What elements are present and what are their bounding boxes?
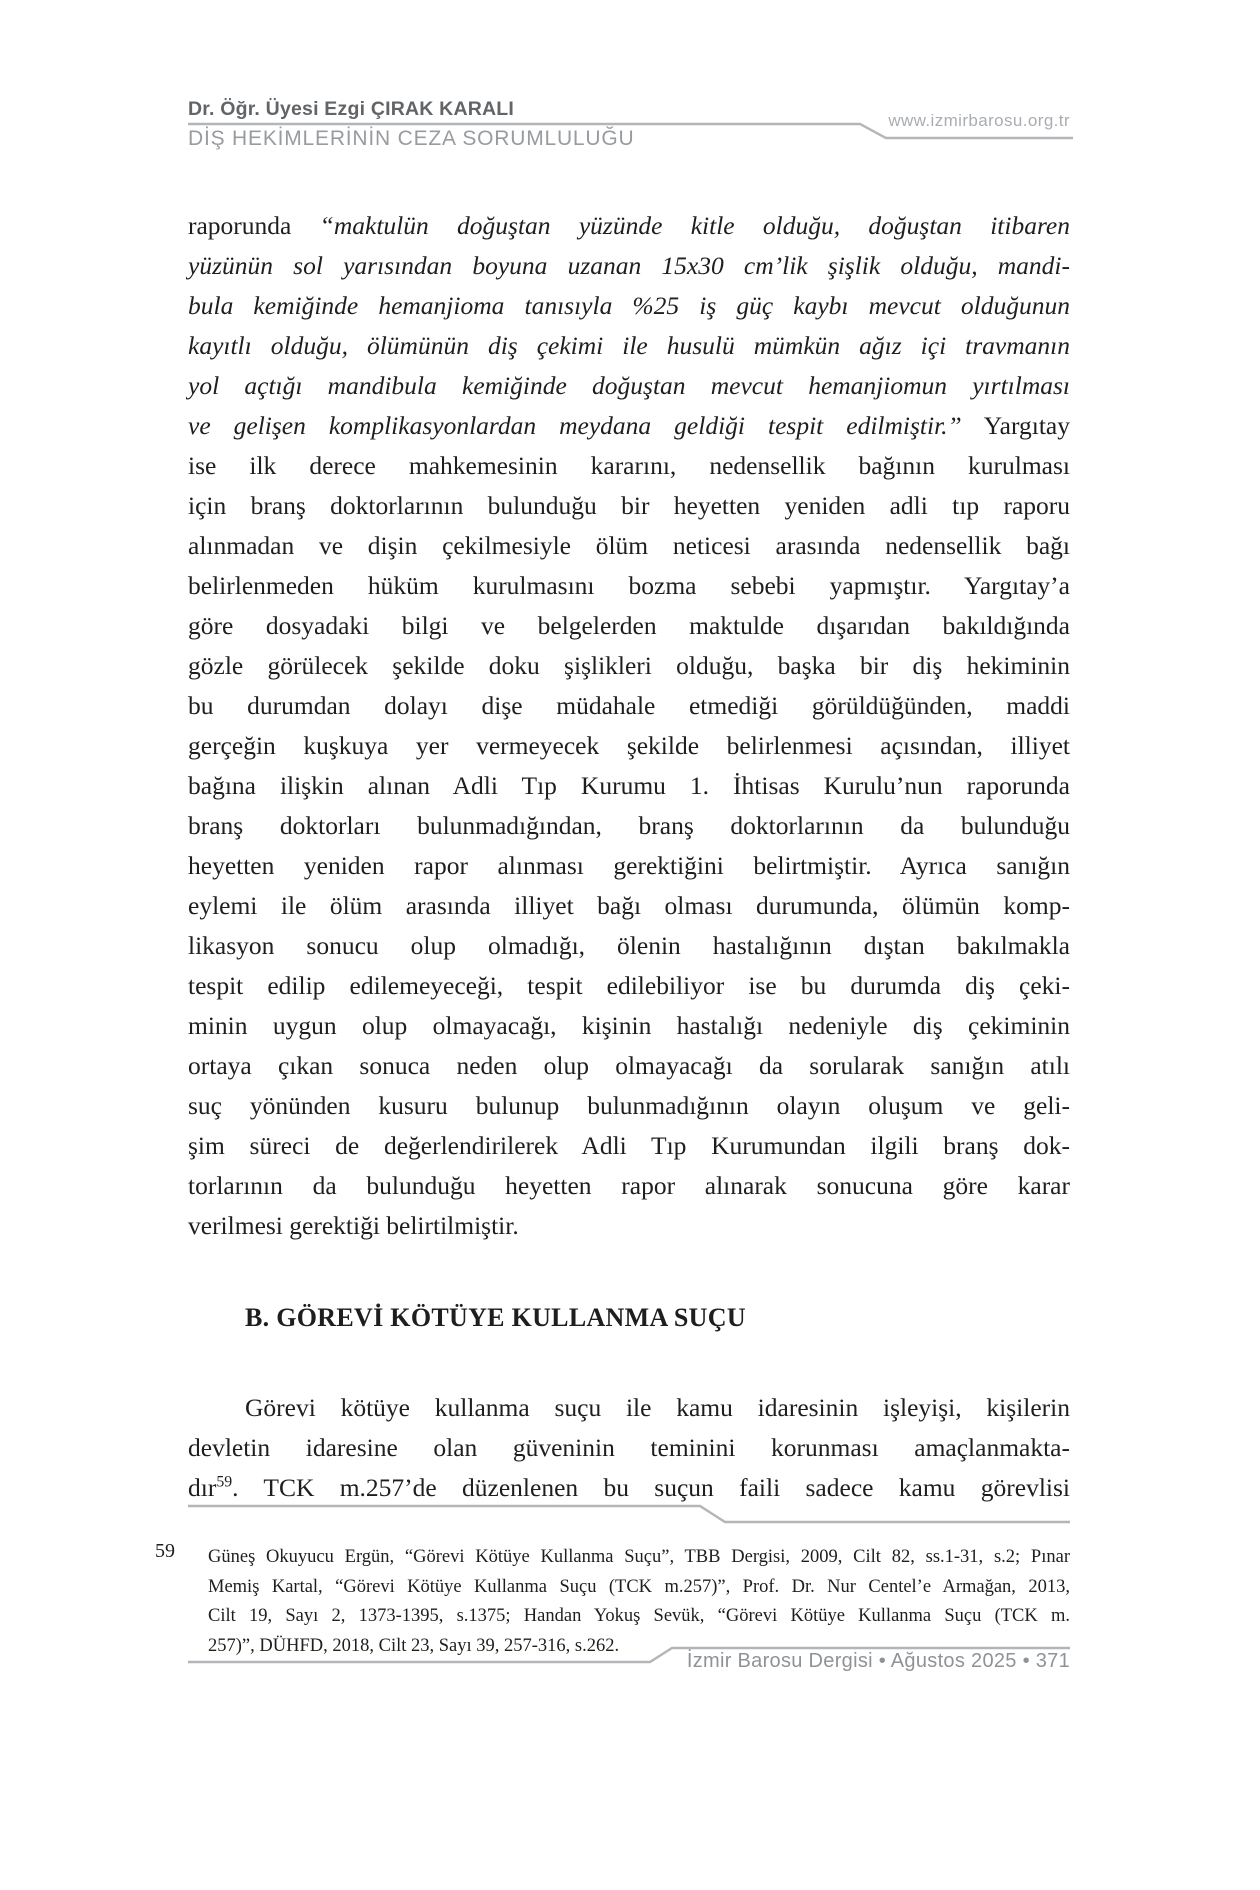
text-line: alınmadan ve dişin çekilmesiyle ölüm neticesi arasında nedensellik bağı — [188, 531, 1070, 560]
text-line: heyetten yeniden rapor alınması gerektiğini belirtmiştir. Ayrıca sanığın — [188, 851, 1070, 880]
footnote-separator — [188, 1502, 1070, 1528]
text-line: 257)”, DÜHFD, 2018, Cilt 23, Sayı 39, 257-316, s.262. — [208, 1635, 620, 1656]
paragraph-2 — [188, 1388, 1070, 1508]
text-line: ise ilk derece mahkemesinin kararını, nedensellik bağının kurulması — [188, 451, 1070, 480]
text-line: dır$^{59}$. TCK m.257’de düzenlenen bu suçun faili sadece kamu görevlisi — [188, 1473, 1070, 1502]
footnote-marker: 59 — [155, 1540, 175, 1562]
text-line: eylemi ile ölüm arasında illiyet bağı olması durumunda, ölümün komp- — [188, 891, 1070, 920]
text-line: Güneş Okuyucu Ergün, “Görevi Kötüye Kullanma Suçu”, TBB Dergisi, 2009, Cilt 82, ss.1-31, s.2; Pınar — [208, 1547, 1070, 1567]
text-line: minin uygun olup olmayacağı, kişinin hastalığı nedeniyle diş çekiminin — [188, 1011, 1070, 1040]
text-line: bağına ilişkin alınan Adli Tıp Kurumu 1. İhtisas Kurulu’nun raporunda — [188, 771, 1070, 800]
website-url: www.izmirbarosu.org.tr — [888, 111, 1070, 130]
text-line: kayıtlı olduğu, ölümünün diş çekimi ile husulü mümkün ağız içi travmanın — [188, 331, 1070, 360]
text-line: Cilt 19, Sayı 2, 1373-1395, s.1375; Handan Yokuş Sevük, “Görevi Kötüye Kullanma Suçu (TCK m. — [208, 1606, 1070, 1626]
footer-journal-line: İzmir Barosu Dergisi • Ağustos 2025 • 371 — [686, 1650, 1070, 1672]
text-line: raporunda “maktulün doğuştan yüzünde kitle olduğu, doğuştan itibaren — [188, 211, 1071, 240]
text-line: branş doktorları bulunmadığından, branş doktorlarının da bulunduğu — [188, 811, 1070, 840]
text-line: bula kemiğinde hemanjioma tanısıyla %25 iş güç kaybı mevcut olduğunun — [188, 291, 1070, 320]
text-line: suç yönünden kusuru bulunup bulunmadığının olayın oluşum ve geli- — [188, 1091, 1070, 1120]
text-line: yüzünün sol yarısından boyuna uzanan 15x30 cm’lik şişlik olduğu, mandi- — [188, 251, 1070, 280]
header-author: Dr. Öğr. Üyesi Ezgi ÇIRAK KARALI — [188, 98, 515, 120]
text-line: bu durumdan dolayı dişe müdahale etmediği görüldüğünden, maddi — [188, 691, 1070, 720]
text-line: ve gelişen komplikasyonlardan meydana geldiği tespit edilmiştir.” Yargıtay — [188, 411, 1070, 440]
text-line: tespit edilip edilemeyeceği, tespit edilebiliyor ise bu durumda diş çeki- — [188, 971, 1070, 1000]
text-line: Görevi kötüye kullanma suçu ile kamu idaresinin işleyişi, kişilerin — [245, 1393, 1070, 1422]
header-subtitle: DİŞ HEKİMLERİNİN CEZA SORUMLULUĞU — [188, 127, 635, 150]
text-line: ortaya çıkan sonuca neden olup olmayacağı da sorularak sanığın atılı — [188, 1051, 1070, 1080]
text-line: belirlenmeden hüküm kurulmasını bozma sebebi yapmıştır. Yargıtay’a — [188, 571, 1070, 600]
text-line: için branş doktorlarının bulunduğu bir heyetten yeniden adli tıp raporu — [188, 491, 1070, 520]
text-line: gözle görülecek şekilde doku şişlikleri olduğu, başka bir diş hekiminin — [188, 651, 1070, 680]
text-line: likasyon sonucu olup olmadığı, ölenin hastalığının dıştan bakılmakla — [188, 931, 1070, 960]
text-line: torlarının da bulunduğu heyetten rapor alınarak sonucuna göre karar — [188, 1171, 1070, 1200]
text-line: devletin idaresine olan güveninin teminini korunması amaçlanmakta- — [188, 1433, 1070, 1462]
text-line: verilmesi gerektiği belirtilmiştir. — [188, 1211, 519, 1240]
section-heading: B. GÖREVİ KÖTÜYE KULLANMA SUÇU — [245, 1303, 746, 1332]
text-line: göre dosyadaki bilgi ve belgelerden maktulde dışarıdan bakıldığında — [188, 611, 1070, 640]
text-line: Memiş Kartal, “Görevi Kötüye Kullanma Suçu (TCK m.257)”, Prof. Dr. Nur Centel’e Armağan, 2013, — [208, 1576, 1070, 1597]
text-line: şim süreci de değerlendirilerek Adli Tıp Kurumundan ilgili branş dok- — [188, 1131, 1070, 1160]
text-line: yol açtığı mandibula kemiğinde doğuştan mevcut hemanjiomun yırtılması — [188, 371, 1070, 400]
paragraph-1 — [188, 206, 1070, 1246]
text-line: gerçeğin kuşkuya yer vermeyecek şekilde belirlenmesi açısından, illiyet — [188, 731, 1070, 760]
